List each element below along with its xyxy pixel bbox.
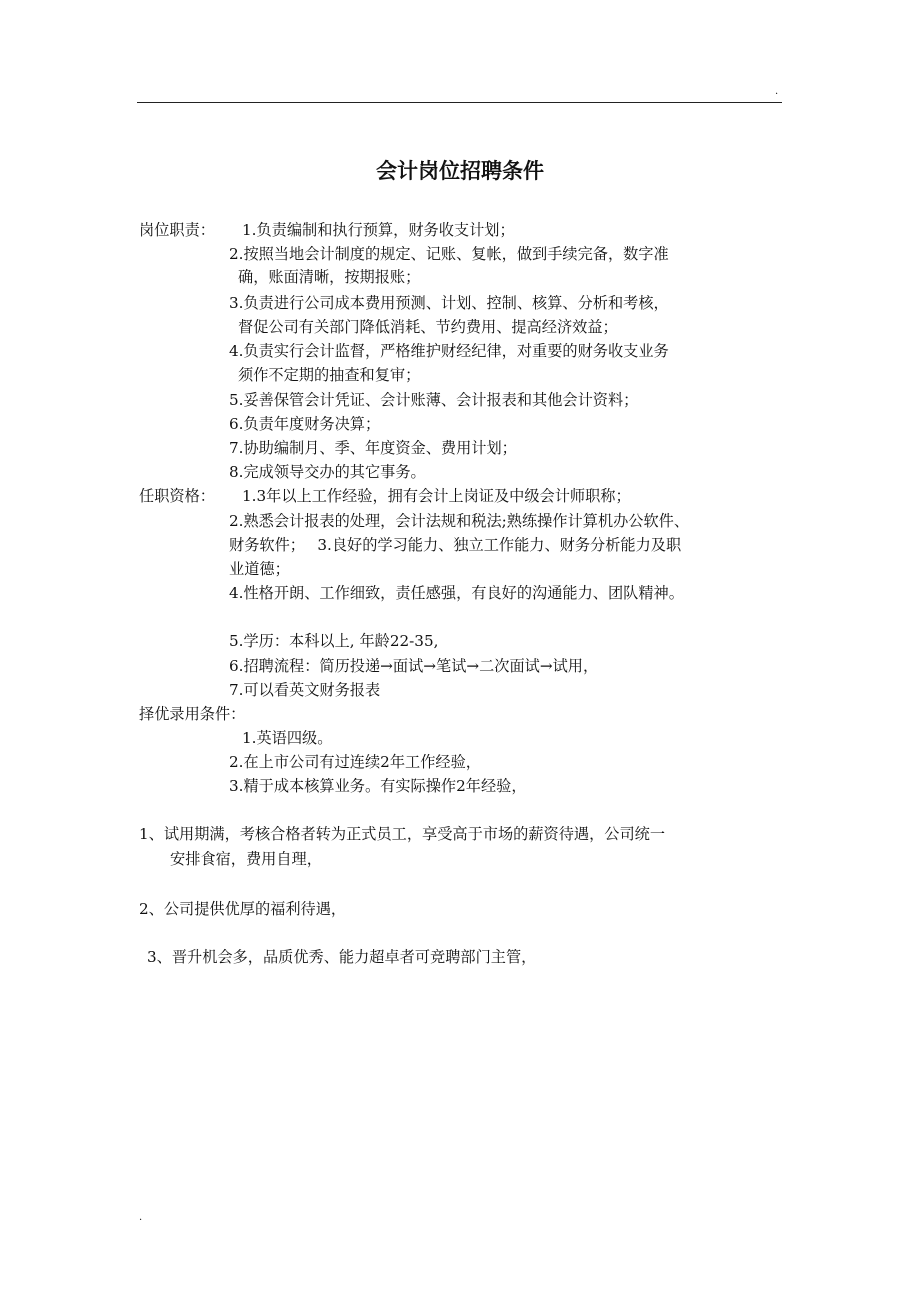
- duty-item-5: 5.妥善保管会计凭证、会计账薄、会计报表和其他会计资料；: [229, 391, 639, 409]
- duty-item-7: 7.协助编制月、季、年度资金、费用计划；: [229, 439, 517, 457]
- duty-item-3: 3.负责进行公司成本费用预测、计划、控制、核算、分析和考核，: [229, 294, 669, 312]
- qualification-item-6: 6.招聘流程：简历投递→面试→笔试→二次面试→试用，: [229, 657, 599, 675]
- preferred-heading: 择优录用条件：: [139, 705, 246, 723]
- qualification-item-2: 2.熟悉会计报表的处理，会计法规和税法;熟练操作计算机办公软件、: [229, 512, 690, 530]
- preferred-item-1: 1.英语四级。: [242, 729, 333, 747]
- benefit-item-3: 3、晋升机会多，品质优秀、能力超卓者可竞聘部门主管，: [147, 948, 537, 966]
- benefit-item-2: 2、公司提供优厚的福利待遇，: [139, 900, 347, 918]
- duty-item-8: 8.完成领导交办的其它事务。: [229, 463, 426, 481]
- duties-heading: 岗位职责：: [139, 221, 215, 239]
- qualification-item-1: 1.3年以上工作经验，拥有会计上岗证及中级会计师职称；: [242, 487, 631, 505]
- duty-item-2-cont: 确，账面清晰，按期报账；: [238, 268, 421, 286]
- header-dot: .: [775, 86, 779, 97]
- preferred-item-2: 2.在上市公司有过连续2年工作经验，: [229, 753, 481, 771]
- qualification-item-4: 4.性格开朗、工作细致，责任感强，有良好的沟通能力、团队精神。: [229, 584, 684, 602]
- qualification-item-7: 7.可以看英文财务报表: [229, 681, 381, 699]
- duty-item-2: 2.按照当地会计制度的规定、记账、复帐，做到手续完备，数字准: [229, 245, 669, 263]
- benefit-item-1: 1、试用期满，考核合格者转为正式员工，享受高于市场的薪资待遇，公司统一: [139, 825, 666, 843]
- duty-item-4: 4.负责实行会计监督，严格维护财经纪律，对重要的财务收支业务: [229, 342, 669, 360]
- header-rule: [137, 102, 782, 103]
- qualification-item-2-cont: 财务软件； 3.良好的学习能力、独立工作能力、财务分析能力及职: [229, 536, 682, 554]
- duty-item-6: 6.负责年度财务决算；: [229, 415, 381, 433]
- qualifications-heading: 任职资格：: [139, 487, 215, 505]
- duty-item-4-cont: 须作不定期的抽查和复审；: [238, 366, 421, 384]
- benefit-item-1-cont: 安排食宿，费用自理，: [170, 850, 322, 868]
- footer-dot: .: [139, 1212, 143, 1223]
- duty-item-3-cont: 督促公司有关部门降低消耗、节约费用、提高经济效益；: [238, 318, 618, 336]
- qualification-item-5: 5.学历：本科以上, 年龄22-35,: [229, 632, 439, 650]
- page-title: 会计岗位招聘条件: [376, 159, 544, 183]
- qualification-item-3-cont: 业道德；: [229, 560, 290, 578]
- duty-item-1: 1.负责编制和执行预算，财务收支计划；: [242, 221, 515, 239]
- preferred-item-3: 3.精于成本核算业务。有实际操作2年经验，: [229, 777, 527, 795]
